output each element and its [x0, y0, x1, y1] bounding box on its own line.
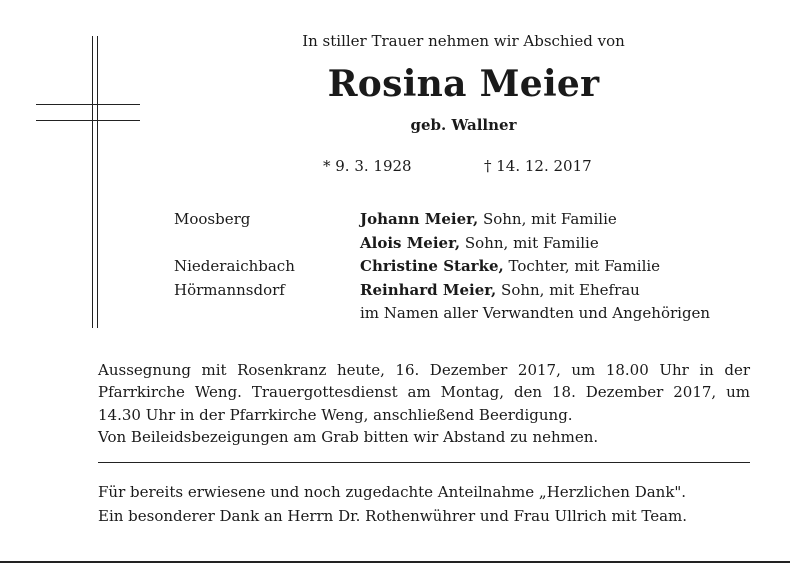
mourner-row: [174, 279, 710, 303]
mourner-name: Johann Meier,: [360, 210, 479, 228]
maiden-name: geb. Wallner: [410, 116, 517, 134]
bottom-border: [0, 561, 790, 563]
condolence-note: Von Beileidsbezeigungen am Grab bitten wir Abstand zu nehmen.: [98, 427, 599, 446]
divider: [98, 462, 750, 463]
mourner-relation: Sohn, mit Ehefrau: [496, 280, 640, 299]
mourner-relation: Tochter, mit Familie: [503, 257, 661, 275]
mourner-relation: Sohn, mit Familie: [460, 233, 599, 252]
mourners-list: [174, 208, 710, 326]
mourner-place: Hörmannsdorf: [174, 280, 285, 299]
mourner-name: Alois Meier,: [360, 233, 461, 252]
intro-line: In stiller Trauer nehmen wir Abschied von: [302, 32, 625, 50]
mourner-place: [174, 232, 360, 256]
mourner-relation: im Namen aller Verwandten und Angehörigen: [360, 304, 711, 322]
death-date: † 14. 12. 2017: [484, 157, 592, 175]
thanks-section: [98, 480, 750, 528]
mourner-relation: Sohn, mit Familie: [478, 210, 617, 228]
mourner-place: [174, 302, 360, 326]
mourner-row: [174, 208, 710, 232]
mourner-name: Reinhard Meier,: [360, 280, 497, 299]
mourner-row: [174, 255, 710, 279]
thanks-line-1: Für bereits erwiesene und noch zugedachte Anteilnahme „Herzlichen Dank".: [98, 483, 687, 501]
deceased-name: Rosina Meier: [327, 63, 600, 105]
mourner-name: Christine Starke,: [360, 257, 504, 275]
mourner-place: Niederaichbach: [174, 257, 295, 275]
thanks-line-2: Ein besonderer Dank an Herrn Dr. Rothenwührer und Frau Ullrich mit Team.: [98, 507, 688, 525]
service-paragraph: Aussegnung mit Rosenkranz heute, 16. Dezember 2017, um 18.00 Uhr in der Pfarrkirche Weng. Trauergottesdienst am Montag, den 18. Dezember 2017, um 14.30 Uhr in der Pfarrkirche Weng, anschließend Beerdigung.: [98, 361, 750, 424]
service-info: [98, 359, 750, 448]
birth-date: * 9. 3. 1928: [323, 157, 412, 175]
mourner-row: [174, 232, 710, 256]
mourner-place: Moosberg: [174, 210, 251, 228]
mourner-row: [174, 302, 710, 326]
